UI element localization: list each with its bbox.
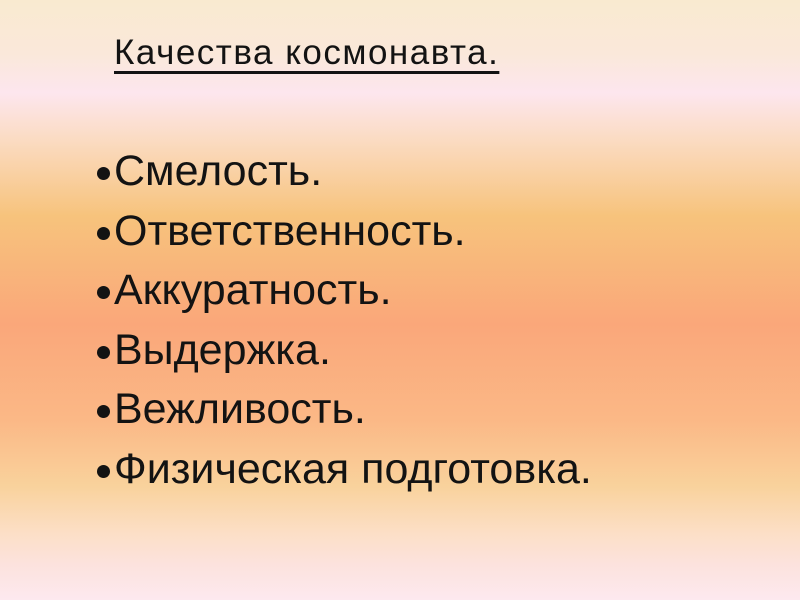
bullet-icon (97, 167, 110, 180)
bullet-list (97, 142, 592, 499)
list-item (97, 142, 592, 202)
list-item-label: Вежливость. (114, 385, 366, 433)
list-item (97, 440, 592, 500)
list-item-label: Выдержка. (114, 325, 331, 374)
list-item (97, 261, 592, 321)
bullet-icon (97, 227, 110, 240)
list-item-label: Ответственность. (114, 206, 466, 255)
slide-title: Качества космонавта. (114, 33, 500, 72)
list-item-label: Аккуратность. (114, 266, 392, 314)
list-item-label: Физическая подготовка. (114, 444, 592, 493)
bullet-icon (97, 465, 110, 478)
list-item (97, 380, 592, 440)
bullet-icon (97, 286, 110, 299)
bullet-icon (97, 346, 110, 359)
list-item-label: Смелость. (114, 147, 323, 195)
list-item (97, 202, 592, 262)
list-item (97, 321, 592, 381)
bullet-icon (97, 405, 110, 418)
